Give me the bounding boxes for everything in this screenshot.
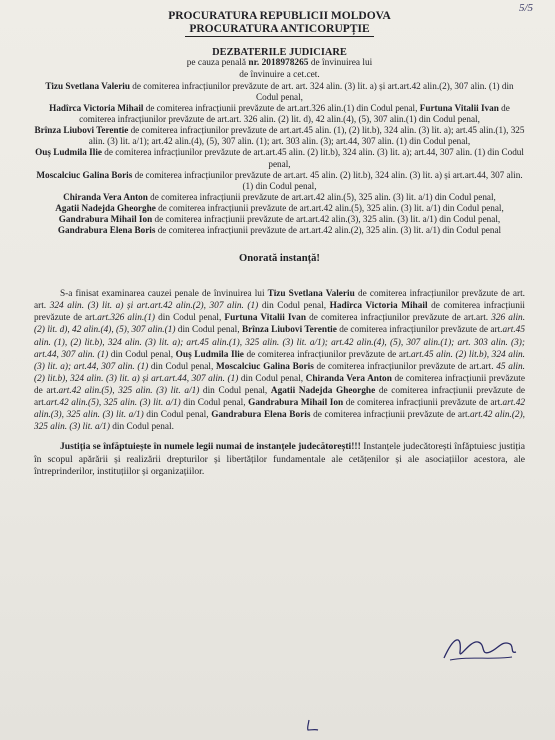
paragraph-text: din Codul penal,	[175, 325, 242, 336]
paragraph-text: din Codul penal,	[199, 385, 271, 396]
accused-name: Gandrabura Elena Boris	[211, 410, 311, 421]
defendant-entry	[34, 103, 525, 125]
legal-reference: 45 alin. (2) lit.b), 324 alin. (3) lit. a) și art.art.44, 307 alin. (1)	[34, 361, 525, 384]
page-number: 5/5	[518, 2, 533, 14]
paragraph-text: din Codul penal,	[108, 349, 176, 360]
case-line	[34, 58, 525, 69]
legal-reference: art.326 alin.(1)	[97, 313, 156, 324]
defendant-entry	[34, 192, 525, 203]
legal-reference: art.42 alin.(3), 325 alin. (3) lit. a/1)	[34, 398, 525, 421]
defendant-name: Tizu Svetlana Valeriu	[45, 80, 130, 91]
defendant-name: Agatii Nadejda Gheorghe	[55, 202, 156, 213]
paragraph-text: de comiterea infracțiunilor prevăzute de art.art.	[306, 313, 492, 324]
accused-name: Hadîrca Victoria Mihail	[329, 301, 428, 312]
paragraph-text: din Codul penal,	[180, 398, 249, 409]
defendant-entry	[34, 214, 525, 225]
defendant-name: Gandrabura Mihail Ion	[58, 214, 153, 225]
title-block	[34, 47, 525, 81]
document-header	[34, 10, 525, 37]
paragraph-text: de comiterea infracțiunilor prevăzute de art.art.	[313, 361, 497, 372]
header-org-line-1: PROCURATURA REPUBLICII MOLDOVA	[168, 10, 391, 22]
case-suffix: de învinuirea lui	[308, 58, 373, 69]
legal-reference: art.45 alin. (2) lit.b), 324 alin. (3) lit. a); art.44, 307 alin. (1)	[34, 349, 526, 372]
accused-name: Chiranda Vera Anton	[305, 373, 392, 384]
legal-reference: art.45 alin. (1), (2) lit.b), 324 alin. (3) lit. a); art.45 alin.(1), 325 alin. (3) lit. a/1); art.42 alin.(4), (5), 307 alin.(1); art. 303 alin. (3); art.44, 307 alin. (1)	[34, 325, 525, 360]
defendant-charges: de comiterea infracțiunilor prevăzute de art.art. 45 alin. (2) lit.b), 324 alin. (3) lit. a) și art.art.44, 307 alin. (1) din Codul penal,	[132, 169, 523, 191]
paragraph-text: de comiterea infracțiunii prevăzute de art.	[343, 398, 503, 409]
accused-name: Furtuna Vitalii Ivan	[224, 313, 307, 324]
accused-name: Brînza Liubovi Terentie	[241, 325, 337, 336]
paragraph-text: de comiterea infracțiunii prevăzute de art.	[34, 385, 525, 409]
handwritten-signature	[440, 630, 520, 666]
legal-reference: art.42 alin.(5), 325 alin. (3) lit. a/1)	[46, 398, 181, 409]
accused-name: Moscalciuc Galina Boris	[216, 361, 314, 372]
defendant-name: Hadîrca Victoria Mihail	[49, 103, 144, 114]
defendant-name: Brînza Liubovi Terentie	[34, 125, 129, 136]
defendant-charges: de comiterea infracțiunilor prevăzute de art.art. 326 alin. (2) lit. d), 42 alin.(4), (5), 307 alin.(1) din Codul penal,	[79, 103, 510, 125]
court-greeting: Onorată instanță!	[239, 253, 320, 265]
defendant-charges: de comiterea infracțiunii prevăzute de art.art.42 alin.(5), 325 alin. (3) lit. a/1) din Codul penal,	[147, 191, 496, 202]
accused-intro: de învinuire a cet.cet.	[239, 69, 320, 80]
justice-section	[34, 441, 525, 478]
legal-reference: 324 alin. (3) lit. a) și art.art.42 alin.(2), 307 alin. (1)	[49, 301, 259, 312]
accused-name: Ouș Ludmila Ilie	[175, 349, 244, 360]
defendant-charges: de comiterea infracțiunilor prevăzute de art. art. 324 alin. (3) lit. a) și art.art.42 alin.(2), 307 alin. (1) din Codul penal,	[129, 80, 514, 102]
defendant-charges: de comiterea infracțiunilor prevăzute de art.art.45 alin. (1), (2) lit.b), 324 alin. (3) lit. a); art.45 alin.(1), 325 alin. (3) lit. a/1); art.42 alin.(4), (5), 307 alin. (1); art. 303 alin. (3); art.44, 307 alin. (1) din Codul penal,	[88, 125, 525, 147]
legal-reference: 326 alin. (2) lit. d), 42 alin.(4), (5), 307 alin.(1)	[34, 313, 526, 336]
defendant-entry	[34, 203, 525, 214]
body-paragraph	[34, 288, 525, 433]
paragraph-text: din Codul penal,	[258, 301, 330, 312]
defendant-entry	[34, 147, 525, 169]
paragraph-text: din Codul penal.	[109, 422, 174, 433]
case-prefix: pe cauza penală	[186, 58, 249, 69]
defendant-charges: de comiterea infracțiunii prevăzute de art.art.326 alin.(1) din Codul penal,	[143, 103, 420, 114]
legal-reference: art.42 alin.(2), 325 alin. (3) lit. a/1)	[34, 410, 525, 433]
legal-reference: art.42 alin.(5), 325 alin. (3) lit. a/1)	[58, 385, 200, 396]
defendant-entry	[34, 125, 525, 147]
defendant-charges: de comiterea infracțiunilor prevăzute de art.art.45 alin. (2) lit.b), 324 alin. (3) lit. a); art.44, 307 alin. (1) din Codul penal,	[101, 147, 524, 169]
paragraph-text: de comiterea infracțiunilor prevăzute de art. art.	[34, 289, 526, 312]
defendant-name: Furtuna Vitalii Ivan	[419, 103, 499, 114]
paragraph-text: de comiterea infracțiunii prevăzute de art.	[34, 373, 525, 396]
paragraph-text: de comiterea infracțiunii prevăzute de art.	[310, 410, 470, 421]
paragraph-text: S-a finisat examinarea cauzei penale de învinuirea lui	[60, 289, 268, 300]
defendant-name: Moscalciuc Galina Boris	[36, 169, 133, 180]
justice-text: Instanțele judecătorești înfăptuiesc justiția în scopul apărării și realizării drepturilor și libertăților fundamentale ale cetățenilor și ale asociațiilor acestora, ale întreprinderilor, instituțiilor și organizațiilor.	[34, 441, 525, 478]
defendant-charges: de comiterea infracțiunii prevăzute de art.art.42 alin.(5), 325 alin. (3) lit. a/1) din Codul penal,	[155, 202, 504, 213]
paragraph-text: de comiterea infracțiunilor prevăzute de art.	[243, 349, 412, 360]
defendants-list	[34, 81, 525, 236]
paragraph-text: din Codul penal,	[155, 313, 225, 324]
justice-heading: Justiția se înfăptuiește în numele legii numai de instanțele judecătorești!!!	[60, 441, 361, 453]
document-title: DEZBATERILE JUDICIARE	[212, 47, 347, 58]
defendant-name: Gandrabura Elena Boris	[57, 225, 156, 236]
paragraph-text: din Codul penal,	[238, 373, 306, 384]
accused-name: Gandrabura Mihail Ion	[248, 398, 344, 409]
defendant-name: Chiranda Vera Anton	[63, 191, 148, 202]
paragraph-text: din Codul penal,	[148, 361, 216, 372]
defendant-entry	[34, 170, 525, 192]
accused-name: Tizu Svetlana Valeriu	[267, 289, 355, 300]
paragraph-text: de comiterea infracțiunilor prevăzute de art.	[336, 325, 503, 336]
defendant-entry	[34, 225, 525, 236]
defendant-charges: de comiterea infracțiunii prevăzute de art.art.42 alin.(2), 325 alin. (3) lit. a/1) din Codul penal	[155, 225, 502, 236]
defendant-name: Ouș Ludmila Ilie	[35, 147, 102, 158]
defendant-entry	[34, 81, 525, 103]
case-number: nr. 2018978265	[248, 58, 309, 69]
paragraph-text: din Codul penal,	[143, 410, 212, 421]
defendant-charges: de comiterea infracțiunii prevăzute de art.art.42 alin.(3), 325 alin. (3) lit. a/1) din Codul penal,	[152, 214, 501, 225]
initials-mark	[305, 718, 321, 732]
header-org-line-2: PROCURATURA ANTICORUPȚIE	[185, 23, 373, 37]
paragraph-text: de comiterea infracțiunii prevăzute de art.	[34, 301, 526, 324]
accused-name: Agatii Nadejda Gheorghe	[270, 385, 376, 396]
